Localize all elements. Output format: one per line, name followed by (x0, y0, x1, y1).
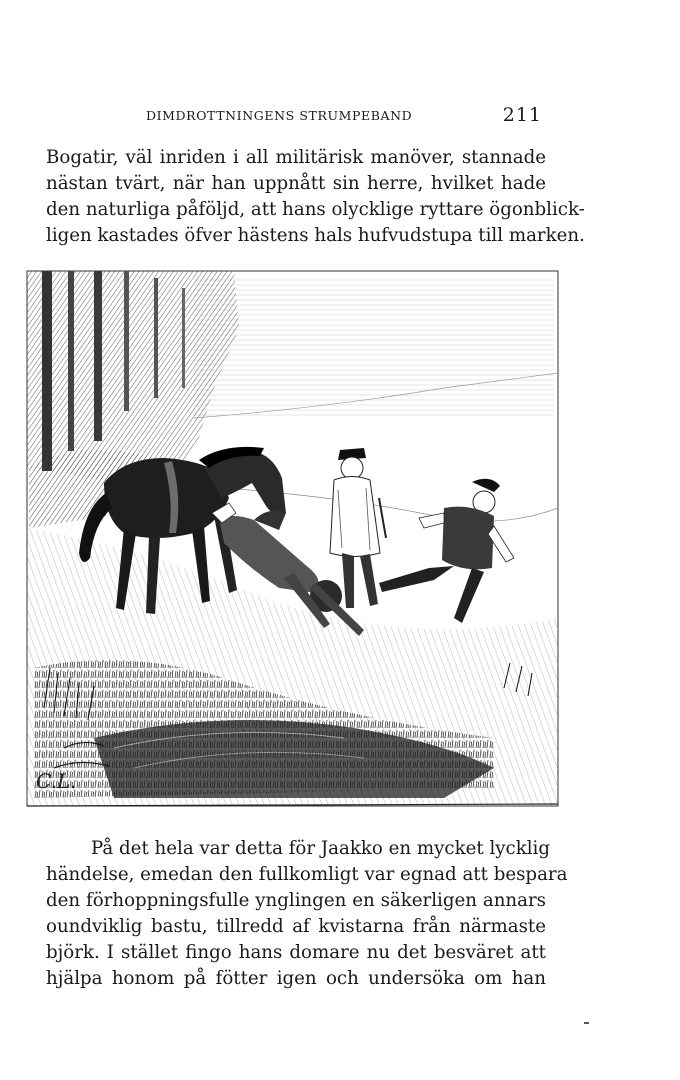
running-title: DIMDROTTNINGENS STRUMPEBAND (146, 108, 413, 123)
paragraph-2 (46, 836, 568, 992)
engraving-illustration (24, 268, 562, 814)
running-head (146, 106, 546, 126)
text-line: nästan tvärt, när han uppnått sin herre, hvilket hade (46, 173, 546, 194)
text-line: björk. I stället fingo hans domare nu det besväret att (46, 942, 546, 963)
sky-hatching (194, 278, 554, 418)
text-line: den förhoppningsfulle ynglingen en säkerligen annars (46, 890, 546, 911)
text-line: oundviklig bastu, tillredd af kvistarna från närmaste (46, 916, 546, 937)
text-line: händelse, emedan den fullkomligt var egnad att bespara (46, 864, 568, 885)
text-line: hjälpa honom på fötter igen och undersöka om han (46, 968, 546, 989)
text-line: På det hela var detta för Jaakko en mycket lycklig (91, 838, 551, 859)
text-line: ligen kastades öfver hästens hals hufvudstupa till marken. (46, 225, 585, 246)
print-speck (584, 1022, 589, 1024)
text-line: den naturliga påföljd, att hans olycklige ryttare ögonblick- (46, 199, 585, 220)
paragraph-1 (46, 145, 585, 249)
engraving-svg (24, 268, 562, 814)
text-line: Bogatir, väl inriden i all militärisk manöver, stannade (46, 147, 546, 168)
artist-signature: C.L. (36, 769, 77, 793)
page-number: 211 (502, 104, 542, 126)
